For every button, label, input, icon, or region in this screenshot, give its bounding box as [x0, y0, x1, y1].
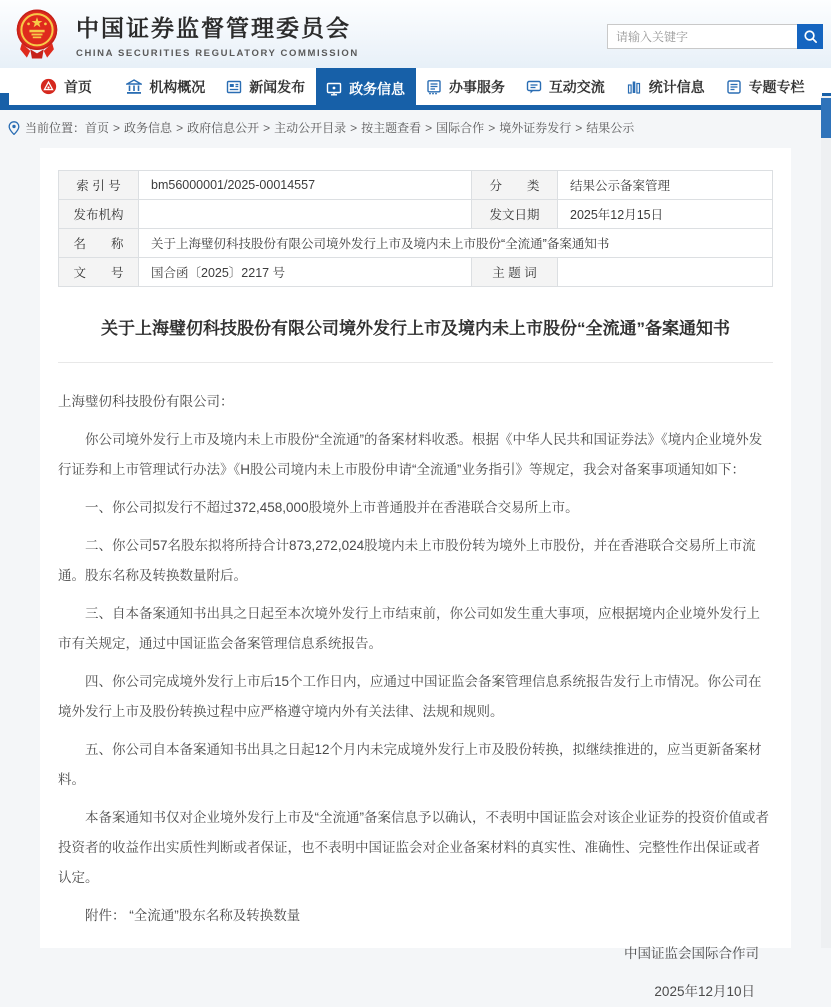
breadcrumb-item-home[interactable]: 首页	[85, 121, 110, 135]
paragraph-disclaimer: 本备案通知书仅对企业境外发行上市及“全流通”备案信息予以确认，不表明中国证监会对该企业证券的投资价值或者投资者的收益作出实质性判断或者保证，也不表明中国证监会对企业备案材料的真实性、准确性、完整性作出保证或者认定。	[58, 810, 769, 885]
breadcrumb-item-overseas-issuance[interactable]: 境外证券发行	[499, 121, 572, 135]
meta-value-issuer	[139, 200, 472, 229]
breadcrumb-separator: >	[575, 120, 583, 135]
tab-label: 统计信息	[648, 78, 705, 95]
site-title: 中国证券监督管理委员会	[76, 14, 351, 41]
table-row	[59, 171, 773, 200]
meta-label-keywords: 主 题 词	[472, 258, 558, 287]
attachment-label: 附件：	[85, 908, 126, 923]
breadcrumb-item-results[interactable]: 结果公示	[586, 121, 635, 135]
paragraph-item-3: 三、自本备案通知书出具之日起至本次境外发行上市结束前，你公司如发生重大事项，应根据境内企业境外发行上市有关规定，通过中国证监会备案管理信息系统报告。	[58, 606, 760, 651]
attachment-line	[58, 901, 773, 931]
site-brand	[76, 10, 359, 59]
breadcrumb-item-gov-info[interactable]: 政务信息	[124, 121, 173, 135]
content-card	[40, 148, 791, 999]
tab-label: 首页	[63, 78, 92, 95]
document-date: 2025年12月10日	[654, 984, 755, 999]
breadcrumb-prefix: 当前位置：	[25, 121, 86, 135]
meta-label-pub-date: 发文日期	[472, 200, 558, 229]
tab-label: 新闻发布	[249, 78, 306, 95]
main-nav	[0, 68, 831, 110]
nav-tabs	[16, 68, 815, 110]
chat-bubble-icon	[526, 79, 542, 95]
breadcrumb-separator: >	[350, 120, 358, 135]
breadcrumb-item-by-topic[interactable]: 按主题查看	[361, 121, 422, 135]
scrollbar-thumb[interactable]	[821, 98, 831, 138]
tab-statistics[interactable]	[615, 68, 715, 105]
paragraph-item-1: 一、你公司拟发行不超过372,458,000股境外上市普通股并在香港联合交易所上市。	[85, 500, 579, 515]
meta-label-category: 分 类	[472, 171, 558, 200]
nav-cap-left	[0, 93, 9, 110]
page-title: 关于上海璧仞科技股份有限公司境外发行上市及境内未上市股份“全流通”备案通知书	[101, 319, 730, 338]
paragraph-item-2: 二、你公司57名股东拟将所持合计873,272,024股境内未上市股份转为境外上市股份，并在香港联合交易所上市流通。股东名称及转换数量附后。	[58, 538, 756, 583]
paragraph-intro: 你公司境外发行上市及境内未上市股份“全流通”的备案材料收悉。根据《中华人民共和国证券法》《境内企业境外发行证券和上市管理试行办法》《H股公司境内未上市股份申请“全流通”业务指引》等规定，我会对备案事项通知如下：	[58, 432, 763, 477]
breadcrumb-item-disclosure[interactable]: 政府信息公开	[187, 121, 260, 135]
signer: 中国证监会国际合作司	[624, 946, 759, 961]
breadcrumb-separator: >	[488, 120, 496, 135]
meta-value-keywords	[558, 258, 773, 287]
tab-news[interactable]	[216, 68, 316, 105]
meta-value-index: bm56000001/2025-00014557	[139, 171, 472, 200]
tab-label: 政务信息	[349, 81, 406, 97]
title-divider	[58, 362, 773, 363]
location-pin-icon	[8, 121, 20, 135]
meta-label-name: 名 称	[59, 229, 139, 258]
search-input[interactable]	[607, 24, 797, 49]
tab-services[interactable]	[416, 68, 516, 105]
attachment-link[interactable]: “全流通”股东名称及转换数量	[129, 908, 301, 923]
breadcrumb-separator: >	[113, 120, 121, 135]
meta-label-issuer: 发布机构	[59, 200, 139, 229]
national-emblem-logo[interactable]	[10, 5, 64, 63]
bank-icon	[126, 79, 142, 95]
tab-organization[interactable]	[116, 68, 216, 105]
tab-home[interactable]	[16, 68, 116, 105]
tab-gov-info[interactable]	[316, 68, 416, 110]
table-row	[59, 229, 773, 258]
paragraph-item-4: 四、你公司完成境外发行上市后15个工作日内，应通过中国证监会备案管理信息系统报告发行上市情况。你公司在境外发行上市及股份转换过程中应严格遵守境内外有关法律、法规和规则。	[58, 674, 762, 719]
meta-value-pub-date: 2025年12月15日	[558, 200, 773, 229]
tab-label: 专题专栏	[748, 78, 805, 95]
breadcrumb-separator: >	[263, 120, 271, 135]
newspaper-icon	[226, 79, 242, 95]
csrc-round-logo-icon	[40, 78, 57, 95]
breadcrumb	[0, 110, 831, 143]
salutation: 上海璧仞科技股份有限公司：	[58, 394, 234, 409]
site-subtitle: CHINA SECURITIES REGULATORY COMMISSION	[76, 47, 359, 59]
paragraph-item-5: 五、你公司自本备案通知书出具之日起12个月内未完成境外发行上市及股份转换，拟继续推进的，应当更新备案材料。	[58, 742, 762, 787]
table-row	[59, 258, 773, 287]
breadcrumb-item-catalog[interactable]: 主动公开目录	[274, 121, 347, 135]
search-icon	[803, 29, 818, 44]
tab-label: 机构概况	[149, 78, 206, 95]
breadcrumb-separator: >	[425, 120, 433, 135]
tab-special[interactable]	[715, 68, 815, 105]
tab-label: 办事服务	[448, 78, 505, 95]
meta-value-doc-number: 国合函〔2025〕2217 号	[139, 258, 472, 287]
document-meta-table	[58, 170, 773, 287]
meta-value-name: 关于上海璧仞科技股份有限公司境外发行上市及境内未上市股份“全流通”备案通知书	[139, 229, 773, 258]
meta-label-index: 索 引 号	[59, 171, 139, 200]
document-body	[58, 387, 773, 1007]
search-bar	[607, 24, 823, 49]
breadcrumb-separator: >	[176, 120, 184, 135]
service-list-icon	[426, 79, 442, 95]
bar-chart-icon	[626, 79, 642, 95]
monitor-icon	[326, 81, 342, 97]
meta-value-category: 结果公示备案管理	[558, 171, 773, 200]
search-button[interactable]	[797, 24, 823, 49]
tab-label: 互动交流	[548, 78, 605, 95]
meta-label-doc-number: 文 号	[59, 258, 139, 287]
column-doc-icon	[726, 79, 742, 95]
site-header	[0, 0, 831, 68]
breadcrumb-item-intl-coop[interactable]: 国际合作	[436, 121, 485, 135]
scrollbar-track[interactable]	[821, 96, 831, 948]
table-row	[59, 200, 773, 229]
tab-interaction[interactable]	[515, 68, 615, 105]
